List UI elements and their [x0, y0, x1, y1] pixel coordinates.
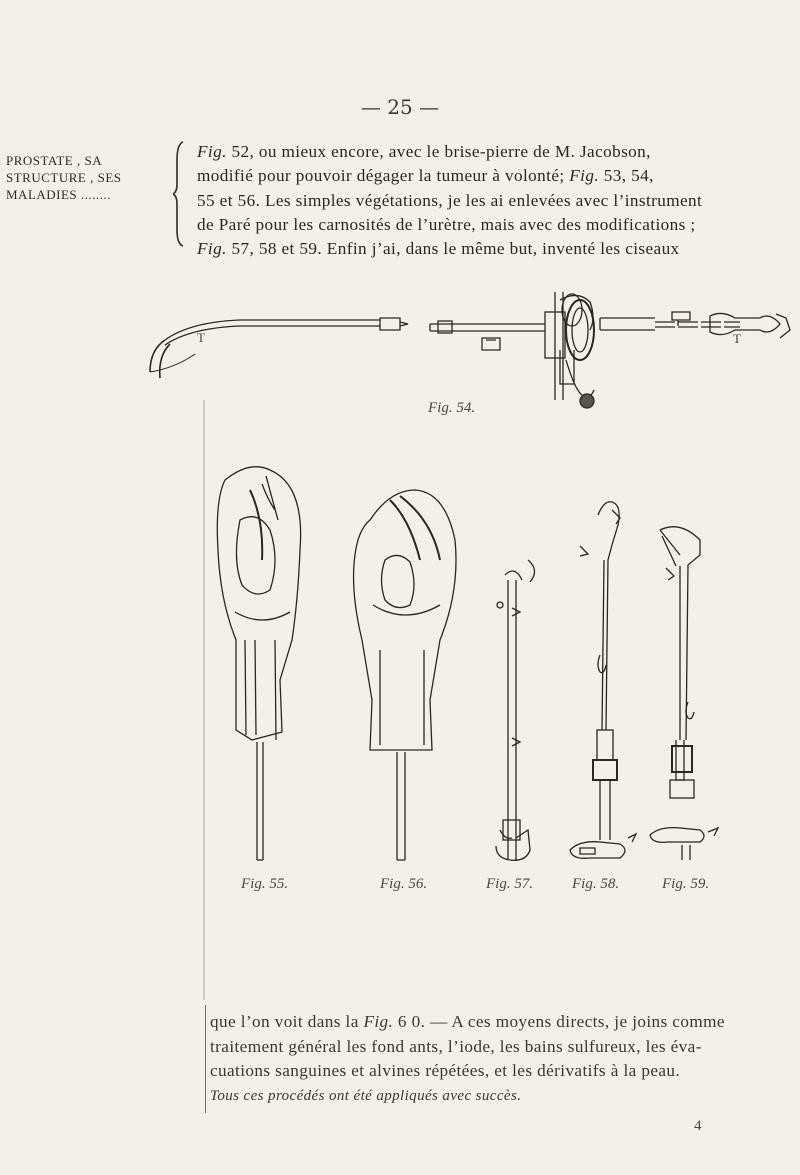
figure-letter-t: T: [733, 331, 741, 346]
margin-note: [6, 152, 178, 203]
margin-brace: [173, 140, 187, 248]
fig57-caption: Fig. 57.: [486, 876, 534, 892]
fig57-instrument-illustration: [496, 560, 535, 860]
text-line: Fig. 57, 58 et 59. Enfin j’ai, dans le même but, inventé les ciseaux: [197, 239, 680, 259]
text-line: modifié pour pouvoir dégager la tumeur à volonté; Fig. 53, 54,: [197, 166, 654, 186]
body-paragraph-top: [197, 140, 782, 261]
text-line: 55 et 56. Les simples végétations, je les ai enlevées avec l’instrument: [197, 190, 703, 210]
text-line: Tous ces procédés ont été appliqués avec succès.: [210, 1087, 522, 1104]
fig55-instrument-illustration: [217, 467, 300, 860]
text-line: que l’on voit dans la Fig. 6 0. — A ces moyens directs, je joins comme: [210, 1012, 725, 1031]
body-paragraph-bottom: [210, 1010, 790, 1108]
text-line: cuations sanguines et alvines répétées, et les dérivatifs à la peau.: [210, 1061, 681, 1080]
fig59-caption: Fig. 59.: [662, 876, 710, 892]
fig56-instrument-illustration: [354, 490, 456, 860]
margin-rule: [205, 1005, 206, 1113]
fig55-caption: Fig. 55.: [241, 876, 289, 892]
fig54-caption: Fig. 54.: [428, 400, 476, 416]
fig56-caption: Fig. 56.: [380, 876, 428, 892]
text-line: traitement général les fond ants, l’iode, les bains sulfureux, les éva-: [210, 1036, 702, 1056]
signature-mark: 4: [694, 1118, 702, 1134]
text-line: de Paré pour les carnosités de l’urètre, mais avec des modifications ;: [197, 214, 696, 234]
text-line: Fig. 52, ou mieux encore, avec le brise-pierre de M. Jacobson,: [197, 142, 651, 161]
margin-note-line: PROSTATE , SA: [6, 153, 103, 168]
fig59-instrument-illustration: [650, 527, 718, 860]
page-number: — 25 —: [360, 95, 440, 119]
fig58-instrument-illustration: [570, 502, 636, 859]
fig58-caption: Fig. 58.: [572, 876, 620, 892]
fig54-instrument-illustration: [150, 292, 790, 408]
margin-note-line: MALADIES ........: [6, 187, 111, 202]
figure-letter-t: T: [197, 330, 205, 345]
margin-note-line: STRUCTURE , SES: [6, 170, 122, 185]
